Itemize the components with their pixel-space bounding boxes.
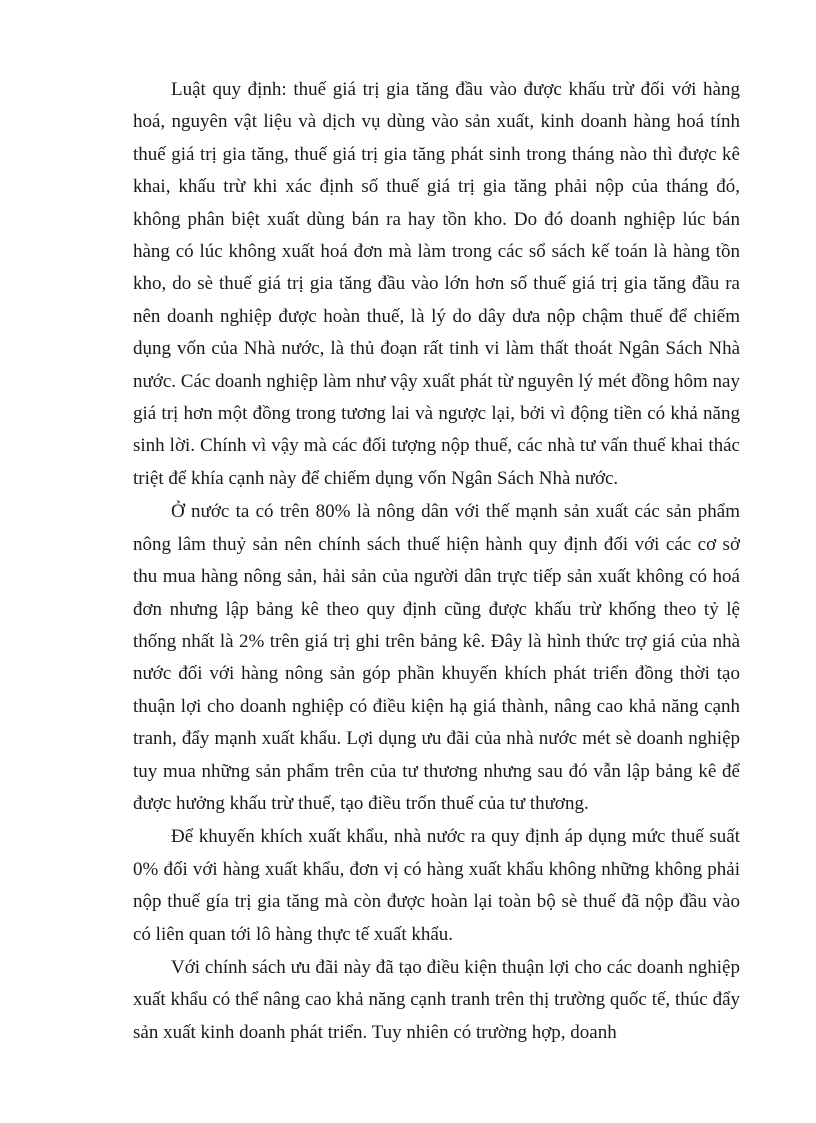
- paragraph-3: Để khuyến khích xuất khẩu, nhà nước ra quy định áp dụng mức thuế suất 0% đối với hàng xuất khẩu, đơn vị có hàng xuất khẩu không những không phải nộp thuế gía trị gia tăng mà còn được hoàn lại toàn bộ sè thuế đã nộp đầu vào có liên quan tới lô hàng thực tế xuất khẩu.: [133, 826, 740, 945]
- document-body: [133, 74, 740, 1049]
- paragraph-2: Ở nước ta có trên 80% là nông dân với thế mạnh sản xuất các sản phẩm nông lâm thuỷ sản nên chính sách thuế hiện hành quy định đối với các cơ sở thu mua hàng nông sản, hải sản của người dân trực tiếp sản xuất không có hoá đơn nhưng lập bảng kê theo quy định cũng được khấu trừ khống theo tỷ lệ thống nhất là 2% trên giá trị ghi trên bảng kê. Đây là hình thức trợ giá của nhà nước đối với hàng nông sản góp phần khuyến khích phát triển đồng thời tạo thuận lợi cho doanh nghiệp có điều kiện hạ giá thành, nâng cao khả năng cạnh tranh, đẩy mạnh xuất khẩu. Lợi dụng ưu đãi của nhà nước mét sè doanh nghiệp tuy mua những sản phẩm trên của tư thương nhưng sau đó vẫn lập bảng kê để được hưởng khấu trừ thuế, tạo điều trốn thuế của tư thương.: [133, 501, 740, 814]
- paragraph-4: Với chính sách ưu đãi này đã tạo điều kiện thuận lợi cho các doanh nghiệp xuất khẩu có thể nâng cao khả năng cạnh tranh trên thị trường quốc tế, thúc đẩy sản xuất kinh doanh phát triển. Tuy nhiên có trường hợp, doanh: [133, 956, 740, 1043]
- paragraph-1: Luật quy định: thuế giá trị gia tăng đầu vào được khấu trừ đối với hàng hoá, nguyên vật liệu và dịch vụ dùng vào sản xuất, kinh doanh hàng hoá tính thuế giá trị gia tăng, thuế giá trị gia tăng phát sinh trong tháng nào thì được kê khai, khấu trừ khi xác định số thuế giá trị gia tăng phải nộp của tháng đó, không phân biệt xuất dùng bán ra hay tồn kho. Do đó doanh nghiệp lúc bán hàng có lúc không xuất hoá đơn mà làm trong các sổ sách kế toán là hàng tồn kho, do sè thuế giá trị gia tăng đầu vào lớn hơn số thuế giá trị gia tăng đầu ra nên doanh nghiệp được hoàn thuế, là lý do dây dưa nộp chậm thuế để chiếm dụng vốn của Nhà nước, là thủ đoạn rất tinh vi làm thất thoát Ngân Sách Nhà nước. Các doanh nghiệp làm như vậy xuất phát từ nguyên lý mét đồng hôm nay giá trị hơn một đồng trong tương lai và ngược lại, bởi vì động tiền có khả năng sinh lời. Chính vì vậy mà các đối tượng nộp thuế, các nhà tư vấn thuế khai thác triệt để khía cạnh này để chiếm dụng vốn Ngân Sách Nhà nước.: [133, 79, 740, 489]
